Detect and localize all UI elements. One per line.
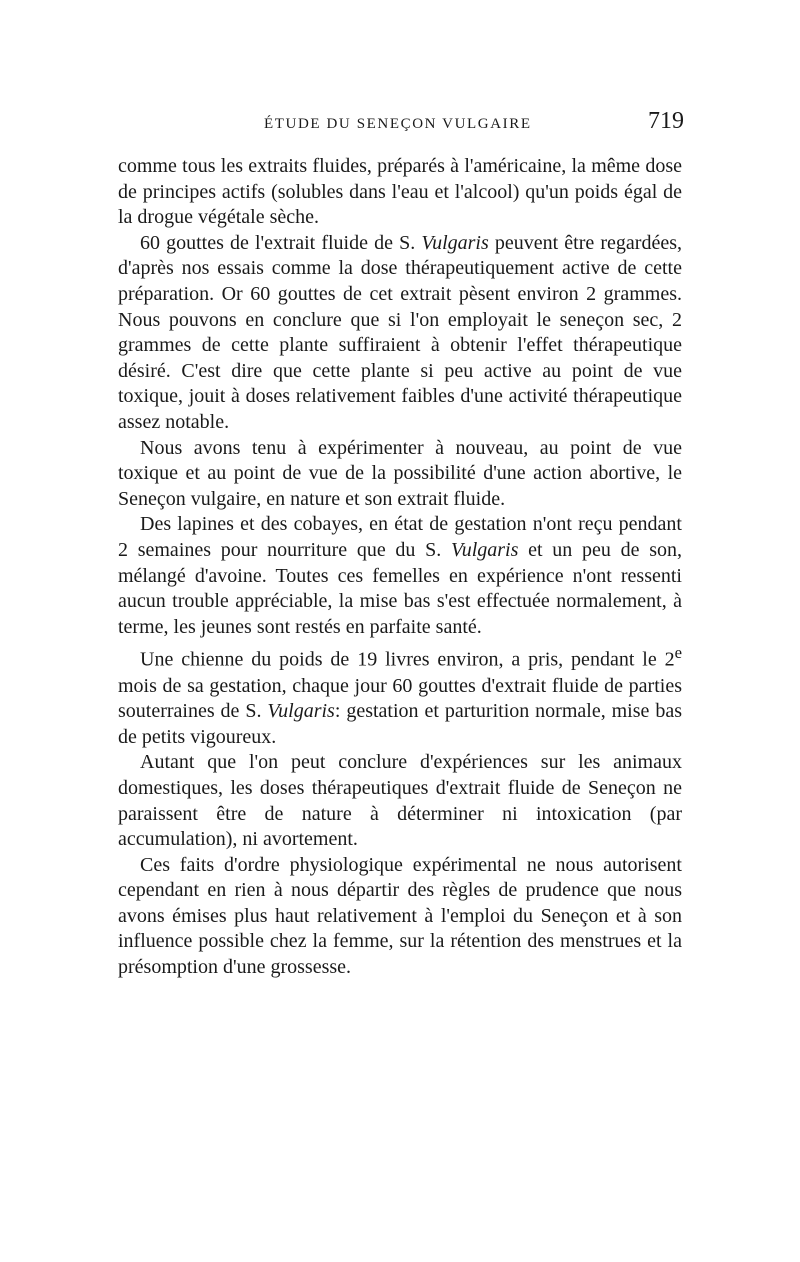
body-text <box>118 154 682 981</box>
paragraph-5-text-b: mois de sa gestation, chaque jour 60 gouttes d'extrait fluide de parties souterraines de S. <box>118 674 682 723</box>
paragraph-4-text-a: Des lapines et des cobayes, en état de gestation n'ont reçu pendant 2 semaines pour nourriture que du S. <box>118 513 682 561</box>
paragraph-5-text-a: Une chienne du poids de 19 livres environ, a pris, pendant le 2 <box>140 648 675 671</box>
paragraph-6 <box>118 750 682 852</box>
species-name: Vulgaris <box>450 538 519 561</box>
paragraph-5-text-c: : gestation et parturition normale, mise bas de petits vigoureux. <box>118 700 682 748</box>
running-head <box>118 108 682 144</box>
paragraph-6-text: Autant que l'on peut conclure d'expériences sur les animaux domestiques, les doses thérapeutiques d'extrait fluide de Seneçon ne paraissent être de nature à déterminer ni intoxication (par accumulation), ni avortement. <box>118 751 682 851</box>
paragraph-3 <box>118 436 682 513</box>
paragraph-7 <box>118 853 682 981</box>
paragraph-5 <box>118 640 682 750</box>
species-name: Vulgaris <box>421 231 489 254</box>
paragraph-1-text: comme tous les extraits fluides, préparés à l'américaine, la même dose de principes actifs (solubles dans l'eau et l'alcool) qu'un poids égal de la drogue végétale sèche. <box>118 155 682 229</box>
paragraph-2 <box>118 231 682 436</box>
running-title: ÉTUDE DU SENEÇON VULGAIRE <box>264 116 532 132</box>
species-name: Vulgaris <box>267 700 335 723</box>
paragraph-3-text: Nous avons tenu à expérimenter à nouveau, au point de vue toxique et au point de vue de la possibilité d'une action abortive, le Seneçon vulgaire, en nature et son extrait fluide. <box>118 436 682 510</box>
book-page <box>118 108 682 981</box>
paragraph-4-text-b: et un peu de son, mélangé d'avoine. Toutes ces femelles en expérience n'ont ressenti aucun trouble appréciable, la mise bas s'est effectuée normalement, à terme, les jeunes sont restés en parfaite santé. <box>118 538 682 638</box>
ordinal-suffix: e <box>674 643 682 663</box>
paragraph-7-text: Ces faits d'ordre physiologique expérimental ne nous autorisent cependant en rien à nous départir des règles de prudence que nous avons émises plus haut relativement à l'emploi du Seneçon et à son influence possible chez la femme, sur la rétention des menstrues et la présomption d'une grossesse. <box>118 853 682 979</box>
paragraph-1 <box>118 154 682 231</box>
page-number: 719 <box>648 108 684 134</box>
paragraph-4 <box>118 512 682 640</box>
paragraph-2-text-b: peuvent être regardées, d'après nos essais comme la dose thérapeutiquement active de cette préparation. Or 60 gouttes de cet extrait pèsent environ 2 grammes. Nous pouvons en conclure que si l'on employait le seneçon sec, 2 grammes de cette plante suffiraient à obtenir l'effet thérapeutique désiré. C'est dire que cette plante si peu active au point de vue toxique, jouit à doses relativement faibles d'une activité thérapeutique assez notable. <box>118 231 682 433</box>
paragraph-2-text-a: 60 gouttes de l'extrait fluide de S. <box>140 231 422 254</box>
